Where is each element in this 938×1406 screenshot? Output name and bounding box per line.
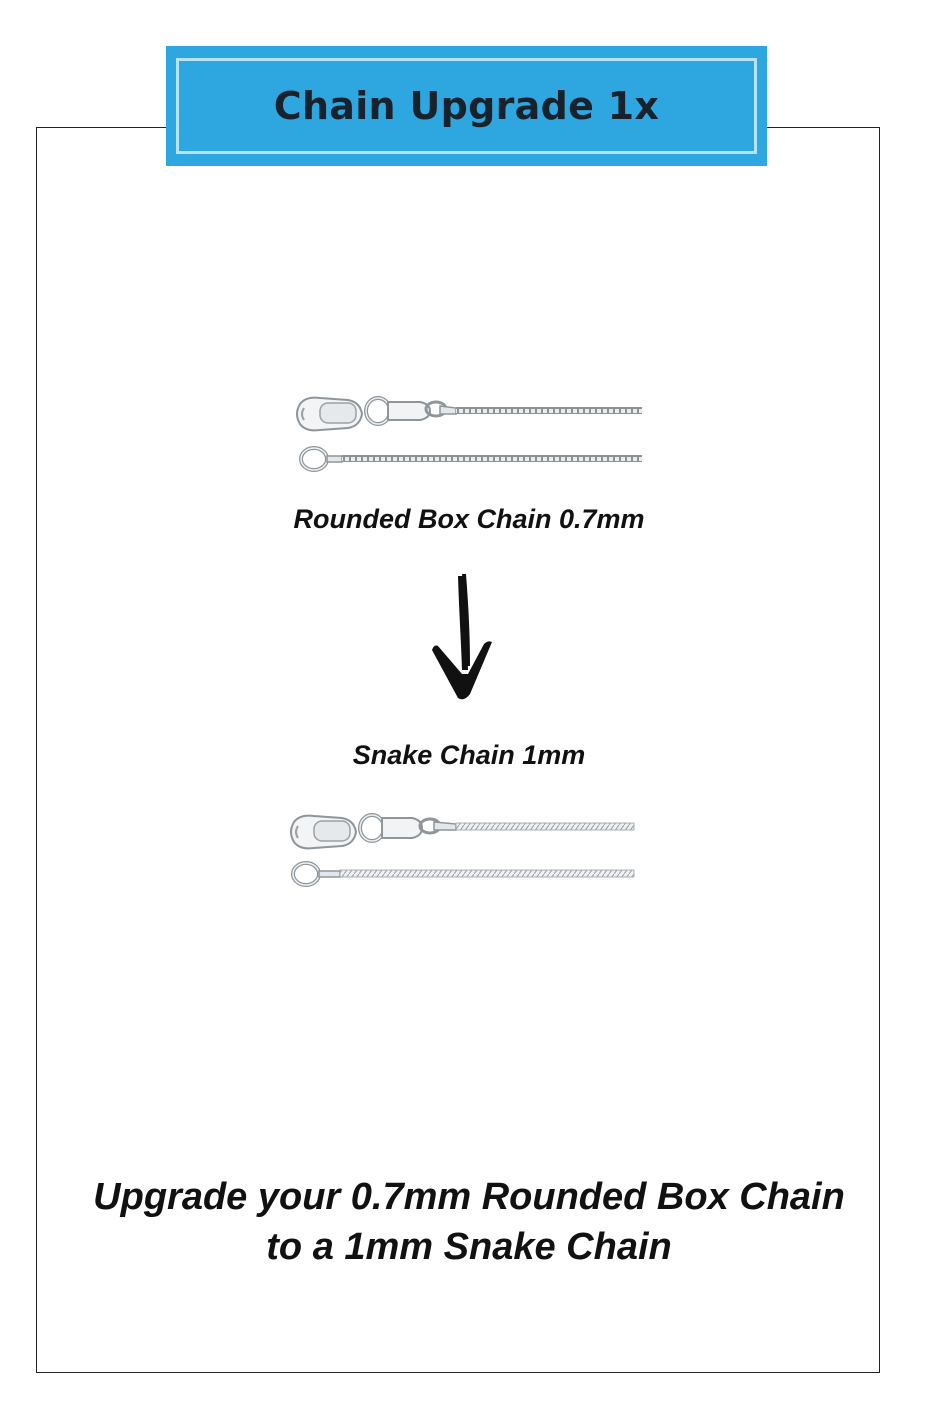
down-arrow-icon	[428, 570, 496, 702]
page-title: Chain Upgrade 1x	[273, 84, 660, 128]
title-banner-inner	[176, 58, 757, 154]
title-banner	[166, 46, 767, 166]
snake-chain-image	[284, 804, 640, 892]
to-chain-label: Snake Chain 1mm	[352, 740, 586, 770]
rounded-box-chain-image	[290, 390, 646, 478]
from-chain-label: Rounded Box Chain 0.7mm	[293, 504, 645, 534]
caption-line-2: to a 1mm Snake Chain	[266, 1226, 672, 1268]
upgrade-caption	[60, 1172, 878, 1272]
caption-line-1: Upgrade your 0.7mm Rounded Box Chain	[93, 1176, 845, 1218]
